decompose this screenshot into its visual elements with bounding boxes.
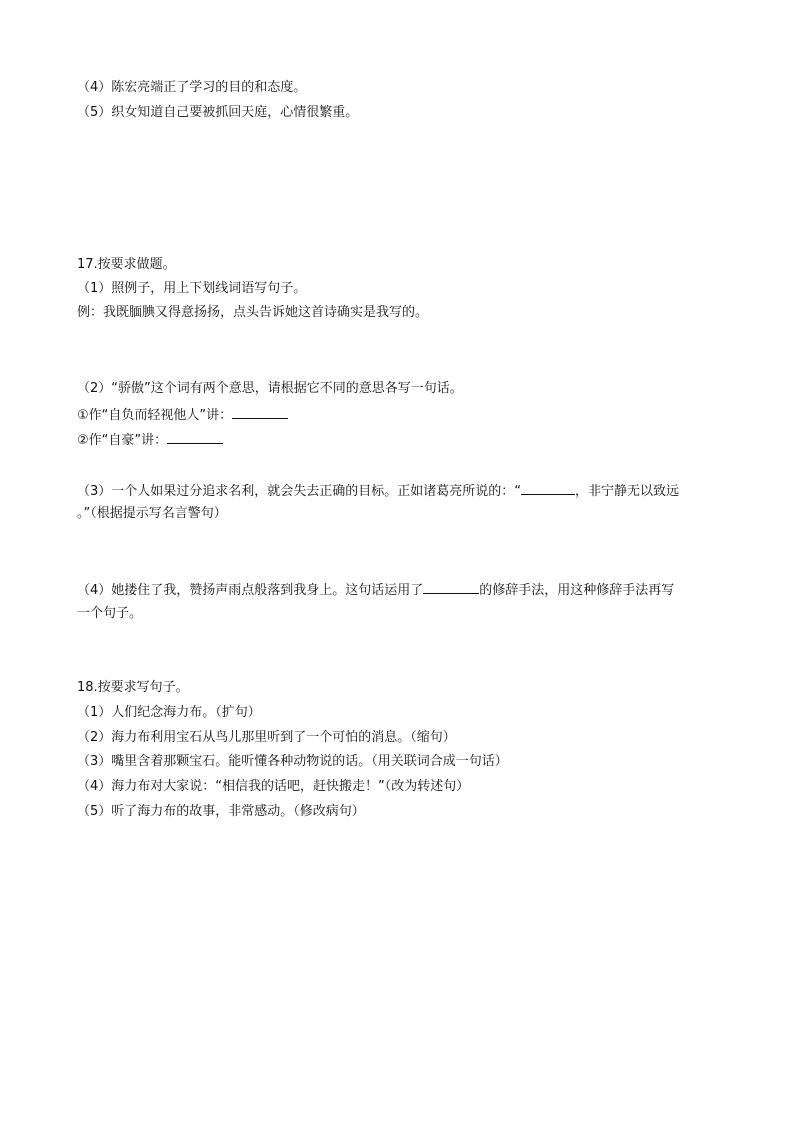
q17-part-3-pre: （3）一个人如果过分追求名利，就会失去正确的目标。正如诸葛亮所说的：“ (77, 484, 522, 499)
q17-part-3-line2: 。”（根据提示写名言警句） (77, 506, 227, 521)
q17-part-3-post: ，非宁静无以致远 (575, 484, 680, 499)
q17-part-4-pre: （4）她搂住了我，赞扬声雨点般落到我身上。这句话运用了 (77, 583, 424, 598)
q18-item: （5）听了海力布的故事，非常感动。（修改病句） (77, 804, 365, 819)
q17-part-3 (77, 481, 679, 499)
q17-part-4-post: 的修辞手法，用这种修辞手法再写 (479, 583, 675, 598)
answer-blank[interactable] (423, 580, 479, 594)
q18-item: （2）海力布利用宝石从鸟儿那里听到了一个可怕的消息。（缩句） (77, 730, 456, 745)
answer-blank[interactable] (167, 430, 223, 444)
prev-item-4: （4）陈宏亮端正了学习的目的和态度。 (77, 80, 307, 95)
q18-item: （1）人们纪念海力布。（扩句） (77, 705, 261, 720)
prev-item-5: （5）织女知道自己要被抓回天庭，心情很繁重。 (77, 105, 359, 120)
q17-part-4 (77, 580, 674, 598)
q17-part-2-a (77, 405, 288, 423)
q17-part-2-a-text: ①作“自负而轻视他人”讲： (77, 408, 233, 423)
q17-part-2-b-text: ②作“自豪”讲： (77, 433, 168, 448)
q17-part-4-line2: 一个句子。 (77, 606, 143, 621)
answer-blank[interactable] (521, 481, 575, 495)
q18-item: （4）海力布对大家说：“相信我的话吧，赶快搬走！”（改为转述句） (77, 779, 470, 794)
answer-blank[interactable] (232, 405, 288, 419)
question-17-title: 17.按要求做题。 (77, 257, 176, 272)
q17-part-1: （1）照例子，用上下划线词语写句子。 (77, 281, 307, 296)
q17-part-1-example: 例：我既腼腆又得意扬扬，点头告诉她这首诗确实是我写的。 (77, 305, 429, 320)
question-18-title: 18.按要求写句子。 (77, 680, 189, 695)
q17-part-2-b (77, 430, 223, 448)
q17-part-2: （2）“骄傲”这个词有两个意思，请根据它不同的意思各写一句话。 (77, 381, 463, 396)
q18-item: （3）嘴里含着那颗宝石。能听懂各种动物说的话。（用关联词合成一句话） (77, 754, 508, 769)
